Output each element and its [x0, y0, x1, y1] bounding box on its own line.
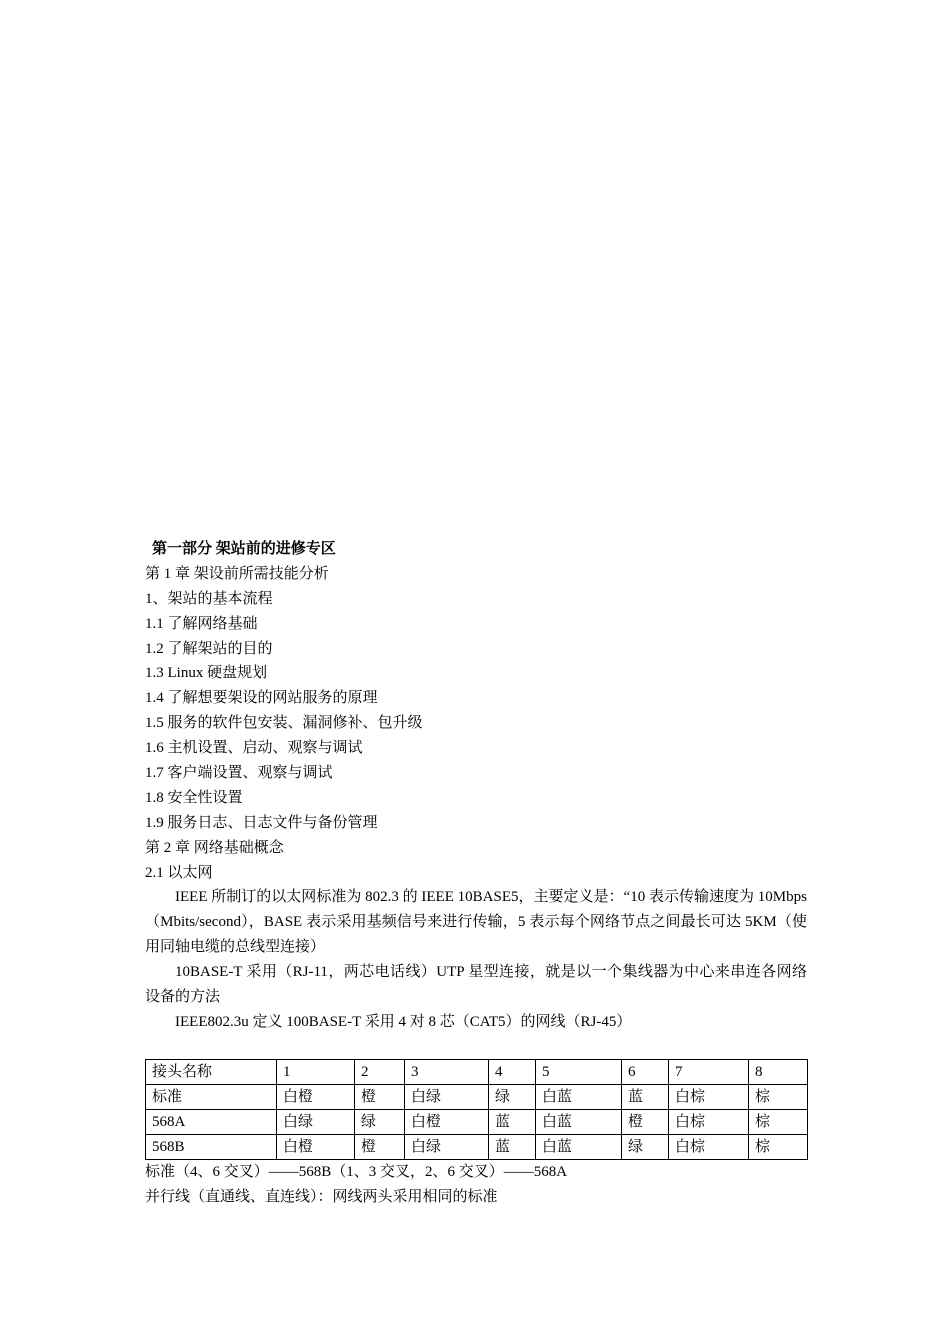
table-cell: 白绿 — [405, 1134, 489, 1159]
outline-item: 1.3 Linux 硬盘规划 — [145, 665, 268, 682]
paragraph-100base-t: IEEE802.3u 定义 100BASE-T 采用 4 对 8 芯（CAT5）的网线（RJ-45） — [175, 1014, 632, 1030]
table-cell: 白橙 — [405, 1109, 489, 1134]
table-header-cell: 接头名称 — [146, 1059, 277, 1084]
table-cell: 绿 — [622, 1134, 669, 1159]
straight-through-note: 并行线（直通线、直连线）：网线两头采用相同的标准 — [145, 1188, 498, 1205]
section-heading: 2.1 以太网 — [145, 864, 213, 881]
table-cell: 绿 — [489, 1084, 536, 1109]
table-cell: 白蓝 — [536, 1134, 622, 1159]
table-cell: 白棕 — [669, 1134, 749, 1159]
outline-item: 1.4 了解想要架设的网站服务的原理 — [145, 690, 378, 707]
paragraph-ethernet-standard: IEEE 所制订的以太网标准为 802.3 的 IEEE 10BASE5，主要定义是：“10 表示传输速度为 10Mbps（Mbits/second），BASE 表示采用基频信号来进行传输，5 表示每个网络节点之间最长可达 5KM（使用同轴电缆的总线型连接） — [145, 889, 807, 956]
table-header-cell: 3 — [405, 1059, 489, 1084]
table-cell: 白橙 — [277, 1134, 355, 1159]
outline-item: 1.2 了解架站的目的 — [145, 640, 273, 657]
table-row — [146, 1084, 808, 1109]
outline-item: 1.6 主机设置、启动、观察与调试 — [145, 740, 363, 757]
table-cell: 白蓝 — [536, 1109, 622, 1134]
part-title: 第一部分 架站前的进修专区 — [152, 541, 336, 557]
table-cell: 棕 — [749, 1084, 808, 1109]
outline-item: 1.7 客户端设置、观察与调试 — [145, 765, 333, 782]
table-cell: 蓝 — [489, 1109, 536, 1134]
crossover-note: 标准（4、6 交叉）——568B（1、3 交叉，2、6 交叉）——568A — [145, 1163, 568, 1180]
table-cell: 蓝 — [489, 1134, 536, 1159]
outline-item: 1.9 服务日志、日志文件与备份管理 — [145, 814, 378, 831]
pinout-table — [145, 1059, 808, 1160]
table-cell: 白绿 — [277, 1109, 355, 1134]
table-cell: 白棕 — [669, 1084, 749, 1109]
table-cell: 橙 — [622, 1109, 669, 1134]
table-header-row — [146, 1059, 808, 1084]
chapter-1-heading: 第 1 章 架设前所需技能分析 — [145, 565, 329, 582]
table-cell: 橙 — [355, 1084, 405, 1109]
outline-item: 1、架站的基本流程 — [145, 590, 273, 607]
table-header-cell: 7 — [669, 1059, 749, 1084]
table-row — [146, 1109, 808, 1134]
outline-list — [145, 562, 807, 886]
outline-item: 1.1 了解网络基础 — [145, 615, 258, 632]
table-cell: 568B — [146, 1134, 277, 1159]
table-cell: 橙 — [355, 1134, 405, 1159]
outline-item: 1.5 服务的软件包安装、漏洞修补、包升级 — [145, 715, 423, 732]
table-cell: 棕 — [749, 1134, 808, 1159]
table-header-cell: 6 — [622, 1059, 669, 1084]
table-cell: 白橙 — [277, 1084, 355, 1109]
paragraph-10base-t: 10BASE-T 采用（RJ-11，两芯电话线）UTP 星型连接，就是以一个集线器为中心来串连各网络设备的方法 — [145, 964, 807, 1006]
table-header-cell: 4 — [489, 1059, 536, 1084]
table-cell: 标准 — [146, 1084, 277, 1109]
document-body — [145, 537, 807, 1210]
table-cell: 白绿 — [405, 1084, 489, 1109]
table-header-cell: 8 — [749, 1059, 808, 1084]
chapter-2-heading: 第 2 章 网络基础概念 — [145, 839, 284, 856]
table-cell: 蓝 — [622, 1084, 669, 1109]
outline-item: 1.8 安全性设置 — [145, 789, 243, 806]
table-cell: 白蓝 — [536, 1084, 622, 1109]
table-cell: 棕 — [749, 1109, 808, 1134]
table-cell: 白棕 — [669, 1109, 749, 1134]
table-cell: 568A — [146, 1109, 277, 1134]
table-row — [146, 1134, 808, 1159]
table-header-cell: 5 — [536, 1059, 622, 1084]
table-cell: 绿 — [355, 1109, 405, 1134]
table-header-cell: 2 — [355, 1059, 405, 1084]
table-header-cell: 1 — [277, 1059, 355, 1084]
